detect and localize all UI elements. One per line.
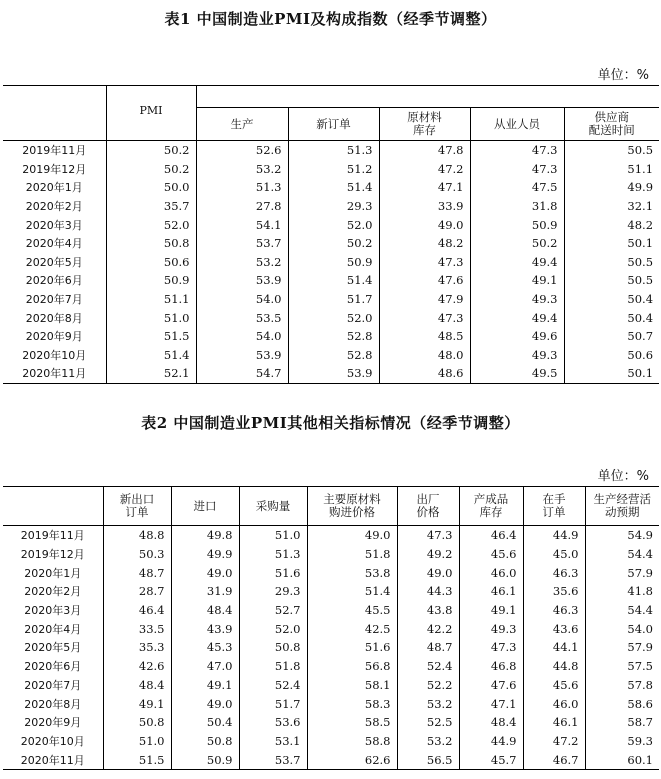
table1-cell: 52.6 [196,141,288,160]
table2-cell: 51.7 [239,694,307,713]
table2-cell: 58.5 [307,713,397,732]
table-row [3,619,659,638]
table2-cell: 58.1 [307,676,397,695]
table1-cell: 49.3 [470,290,564,309]
table-row [3,526,659,545]
table1-cell: 54.7 [196,364,288,383]
table1-row-date: 2020年3月 [3,215,106,234]
table-row [3,197,659,216]
table2-cell: 50.8 [138,715,165,730]
table2-cell: 53.8 [307,563,397,582]
table-row [3,563,659,582]
table1-row-date: 2020年5月 [3,253,106,272]
table2-cell: 49.1 [171,676,239,695]
table2-cell: 51.0 [239,526,307,545]
table2-cell: 44.1 [523,638,585,657]
table2-cell: 54.4 [585,545,659,564]
table2-row-date: 2020年1月 [3,563,103,582]
table2-header-col-2: 采购量 [239,487,307,526]
table-row [3,638,659,657]
table1-cell: 50.5 [564,271,659,290]
table2-row-date: 2020年3月 [3,601,103,620]
table1-cell: 50.2 [163,161,190,176]
table-row [3,290,659,309]
table1-row-date: 2020年2月 [3,197,106,216]
table1-row-date: 2020年4月 [3,234,106,253]
table1-cell: 50.4 [564,290,659,309]
table2-cell: 56.8 [307,657,397,676]
table2-cell: 49.2 [397,545,459,564]
table2-cell: 57.8 [585,676,659,695]
table1-cell: 35.7 [163,199,190,214]
table2-cell: 56.5 [397,750,459,769]
table2-cell: 47.3 [459,638,523,657]
table1-cell: 50.2 [163,143,190,158]
table1-cell: 47.3 [379,253,470,272]
table2-cell: 50.4 [171,713,239,732]
table1-title: 表1 中国制造业PMI及构成指数（经季节调整） [164,10,497,28]
table1-row-date: 2020年1月 [3,178,106,197]
table2-cell: 49.0 [397,563,459,582]
table1-header-production: 生产 [196,108,288,141]
table-row [3,160,659,179]
table1-cell: 49.4 [470,308,564,327]
table-row [3,178,659,197]
table-row [3,327,659,346]
table1-cell: 50.0 [163,180,190,195]
table2-row-date: 2020年9月 [3,713,103,732]
table2-cell: 49.9 [171,545,239,564]
table2-cell: 53.2 [397,694,459,713]
table1-row-date: 2019年11月 [3,141,106,160]
table2-cell: 46.4 [138,603,165,618]
table2-cell: 42.6 [138,659,165,674]
table1-cell: 50.9 [470,215,564,234]
table2-cell: 29.3 [239,582,307,601]
table2-row-date: 2019年11月 [3,526,103,545]
table1-cell: 27.8 [196,197,288,216]
table1-cell: 51.4 [288,271,379,290]
table2-cell: 51.6 [239,563,307,582]
table2-cell: 41.8 [585,582,659,601]
table2-cell: 43.9 [171,619,239,638]
table1-cell: 48.0 [379,346,470,365]
table1-cell: 47.3 [379,308,470,327]
table1-header-components-group [196,86,659,108]
table2-cell: 46.3 [523,601,585,620]
table-row [3,545,659,564]
table1-cell: 48.5 [379,327,470,346]
pmi-composition-table [3,85,659,384]
table2-cell: 52.7 [239,601,307,620]
table2-cell: 46.7 [523,750,585,769]
table1-cell: 47.9 [379,290,470,309]
table1-cell: 51.1 [163,292,190,307]
table2-cell: 60.1 [585,750,659,769]
table2-cell: 46.3 [523,563,585,582]
table2-cell: 45.3 [171,638,239,657]
table2-header-col-5: 产成品 库存 [459,487,523,526]
table-row [3,601,659,620]
table1-cell: 50.7 [564,327,659,346]
table1-cell: 53.5 [196,308,288,327]
table2-cell: 46.1 [459,582,523,601]
table1-row-date: 2020年10月 [3,346,106,365]
table2-cell: 51.4 [307,582,397,601]
table-row [3,253,659,272]
table2-cell: 45.0 [523,545,585,564]
table1-row-date: 2020年11月 [3,364,106,383]
table2-cell: 49.0 [171,563,239,582]
table2-cell: 54.9 [585,526,659,545]
table2-row-date: 2019年12月 [3,545,103,564]
table2-cell: 35.6 [523,582,585,601]
table1-cell: 48.2 [564,215,659,234]
table-row [3,713,659,732]
table1-body [3,141,659,384]
table2-cell: 47.6 [459,676,523,695]
table1-cell: 33.9 [379,197,470,216]
table1-cell: 50.9 [163,273,190,288]
table2-cell: 50.8 [171,732,239,751]
table2-cell: 42.2 [397,619,459,638]
table-row [3,676,659,695]
table1-cell: 54.0 [196,290,288,309]
table2-row-date: 2020年7月 [3,676,103,695]
table1-cell: 49.9 [564,178,659,197]
table2-cell: 44.9 [459,732,523,751]
table-row [3,582,659,601]
table2-cell: 43.8 [397,601,459,620]
table1-cell: 50.5 [564,141,659,160]
table1-cell: 32.1 [564,197,659,216]
table2-cell: 35.3 [138,640,165,655]
table1-cell: 53.2 [196,160,288,179]
table2-cell: 50.9 [171,750,239,769]
table2-cell: 52.4 [239,676,307,695]
table2-cell: 59.3 [585,732,659,751]
table2-row-date: 2020年11月 [3,750,103,769]
table1-cell: 50.2 [470,234,564,253]
table2-cell: 48.7 [138,565,165,580]
table2-cell: 48.4 [138,677,165,692]
table2-cell: 44.8 [523,657,585,676]
table1-cell: 49.1 [470,271,564,290]
table2-cell: 43.6 [523,619,585,638]
table2-cell: 51.8 [307,545,397,564]
table-row [3,657,659,676]
table-row [3,694,659,713]
table2-cell: 52.2 [397,676,459,695]
table1-header-pmi: PMI [106,86,196,141]
table2-cell: 51.3 [239,545,307,564]
table1-cell: 53.9 [196,271,288,290]
table2-cell: 47.1 [459,694,523,713]
table2-cell: 54.0 [585,619,659,638]
table2-header-col-7: 生产经营活 动预期 [585,487,659,526]
table2-body [3,526,659,770]
table-row [3,364,659,383]
table2-cell: 53.2 [397,732,459,751]
table1-cell: 51.0 [163,310,190,325]
table1-unit-label: 单位：% [597,68,649,83]
table2-cell: 51.0 [138,733,165,748]
table1-cell: 49.4 [470,253,564,272]
table1-cell: 51.2 [288,160,379,179]
table1-header-raw-material-inventory: 原材料 库存 [379,108,470,141]
table1-cell: 29.3 [288,197,379,216]
table2-cell: 57.9 [585,638,659,657]
table1-cell: 49.5 [470,364,564,383]
table2-title: 表2 中国制造业PMI其他相关指标情况（经季节调整） [141,414,520,432]
table2-cell: 49.0 [171,694,239,713]
table2-cell: 48.4 [171,601,239,620]
table2-cell: 54.4 [585,601,659,620]
table2-header-col-0: 新出口 订单 [103,487,171,526]
table1-cell: 52.0 [288,215,379,234]
table-row [3,271,659,290]
table2-row-date: 2020年10月 [3,732,103,751]
table1-row-date: 2020年6月 [3,271,106,290]
table2-row-date: 2020年4月 [3,619,103,638]
table1-cell: 47.8 [379,141,470,160]
table1-cell: 51.7 [288,290,379,309]
table1-cell: 50.1 [564,234,659,253]
table2-cell: 52.4 [397,657,459,676]
table1-cell: 53.7 [196,234,288,253]
table2-cell: 49.0 [307,526,397,545]
table1-cell: 54.1 [196,215,288,234]
table2-row-date: 2020年5月 [3,638,103,657]
table1-cell: 47.6 [379,271,470,290]
table2-cell: 53.1 [239,732,307,751]
table1-header-supplier-delivery: 供应商 配送时间 [564,108,659,141]
table2-cell: 46.0 [523,694,585,713]
table2-row-date: 2020年6月 [3,657,103,676]
table2-cell: 48.8 [138,528,165,543]
pmi-other-indicators-table [3,486,659,770]
table2-cell: 28.7 [138,584,165,599]
table2-cell: 52.0 [239,619,307,638]
table1-cell: 51.4 [288,178,379,197]
table2-cell: 46.1 [523,713,585,732]
table1-header-employment: 从业人员 [470,108,564,141]
table2-cell: 42.5 [307,619,397,638]
table2-cell: 47.2 [523,732,585,751]
table2-cell: 58.8 [307,732,397,751]
table1-cell: 53.2 [196,253,288,272]
table2-cell: 45.6 [459,545,523,564]
table-row [3,308,659,327]
table2-header-col-4: 出厂 价格 [397,487,459,526]
table2-cell: 50.3 [138,547,165,562]
table1-cell: 48.6 [379,364,470,383]
table1-cell: 51.1 [564,160,659,179]
table1-cell: 53.9 [288,364,379,383]
table2-cell: 51.6 [307,638,397,657]
table1-cell: 47.5 [470,178,564,197]
table2-cell: 58.7 [585,713,659,732]
table2-header-col-1: 进口 [171,487,239,526]
table1-cell: 47.2 [379,160,470,179]
table-row [3,346,659,365]
table1-corner-cell [3,86,106,141]
table1-cell: 52.1 [163,366,190,381]
table1-row-date: 2020年8月 [3,308,106,327]
table2-cell: 52.5 [397,713,459,732]
table2-unit-label: 单位：% [597,469,649,484]
table2-cell: 46.0 [459,563,523,582]
table1-cell: 50.4 [564,308,659,327]
table2-cell: 45.6 [523,676,585,695]
table2-cell: 57.9 [585,563,659,582]
table2-cell: 51.5 [138,752,165,767]
table1-cell: 52.0 [288,308,379,327]
table2-cell: 49.1 [138,696,165,711]
table2-cell: 31.9 [171,582,239,601]
table2-cell: 62.6 [307,750,397,769]
table2-cell: 44.9 [523,526,585,545]
table1-header-new-orders: 新订单 [288,108,379,141]
table1-row-date: 2020年9月 [3,327,106,346]
table1-cell: 49.0 [379,215,470,234]
table2-header-col-6: 在手 订单 [523,487,585,526]
table2-cell: 48.4 [459,713,523,732]
table2-row-date: 2020年8月 [3,694,103,713]
table1-cell: 52.8 [288,327,379,346]
table2-cell: 51.8 [239,657,307,676]
table1-cell: 31.8 [470,197,564,216]
table1-cell: 50.9 [288,253,379,272]
table2-corner-cell [3,487,103,526]
table-row [3,215,659,234]
table1-cell: 48.2 [379,234,470,253]
table-row [3,732,659,751]
table2-cell: 58.6 [585,694,659,713]
table1-row-date: 2020年7月 [3,290,106,309]
table-row [3,141,659,160]
table1-row-date: 2019年12月 [3,160,106,179]
table1-cell: 50.5 [564,253,659,272]
table2-cell: 58.3 [307,694,397,713]
table1-cell: 51.3 [288,141,379,160]
table2-cell: 49.1 [459,601,523,620]
table2-cell: 47.0 [171,657,239,676]
table1-cell: 51.4 [163,347,190,362]
table1-cell: 53.9 [196,346,288,365]
table2-cell: 33.5 [138,621,165,636]
table1-cell: 47.1 [379,178,470,197]
table1-cell: 50.1 [564,364,659,383]
table2-cell: 49.8 [171,526,239,545]
table2-cell: 45.5 [307,601,397,620]
table-row [3,234,659,253]
table2-cell: 53.7 [239,750,307,769]
table1-cell: 51.3 [196,178,288,197]
table1-cell: 52.0 [163,217,190,232]
table1-cell: 47.3 [470,141,564,160]
table1-cell: 47.3 [470,160,564,179]
table2-row-date: 2020年2月 [3,582,103,601]
table1-cell: 54.0 [196,327,288,346]
table1-cell: 49.6 [470,327,564,346]
table1-cell: 52.8 [288,346,379,365]
table2-header-col-3: 主要原材料 购进价格 [307,487,397,526]
table2-cell: 49.3 [459,619,523,638]
table1-cell: 50.6 [163,254,190,269]
table2-cell: 47.3 [397,526,459,545]
table-row [3,750,659,769]
table2-cell: 46.8 [459,657,523,676]
table2-cell: 53.6 [239,713,307,732]
table1-cell: 50.2 [288,234,379,253]
table1-cell: 51.5 [163,329,190,344]
table2-cell: 45.7 [459,750,523,769]
table2-cell: 44.3 [397,582,459,601]
table2-cell: 46.4 [459,526,523,545]
table1-cell: 50.6 [564,346,659,365]
table2-cell: 57.5 [585,657,659,676]
table1-cell: 49.3 [470,346,564,365]
table2-cell: 48.7 [397,638,459,657]
table1-cell: 50.8 [163,236,190,251]
table2-cell: 50.8 [239,638,307,657]
